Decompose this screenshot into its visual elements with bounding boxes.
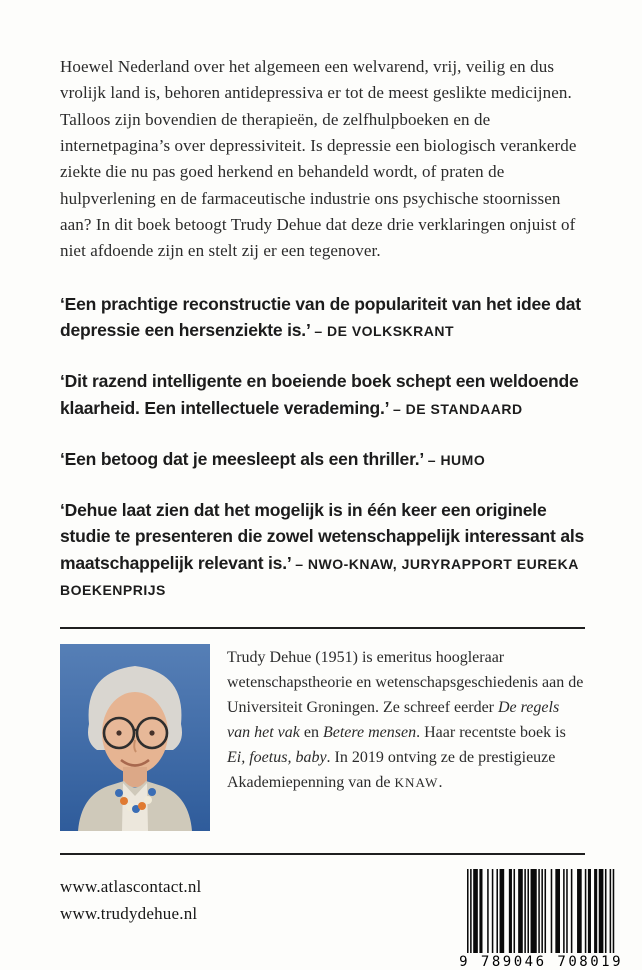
link-atlascontact: www.atlascontact.nl	[60, 877, 202, 896]
bio-text: en	[299, 723, 323, 741]
divider-top	[60, 627, 585, 629]
link-trudydehue: www.trudydehue.nl	[60, 904, 198, 923]
press-quote-nwo-knaw	[60, 497, 585, 602]
bio-text: .	[438, 773, 443, 791]
quote-attribution: – HUMO	[427, 451, 486, 468]
barcode	[459, 869, 623, 970]
quote-attribution: – DE STANDAARD	[393, 400, 523, 417]
quote-text: ‘Een prachtige reconstructie van de populariteit van het idee dat depressie een hersenziekte is.’	[60, 293, 581, 340]
barcode-number: 9 789046 708019	[459, 954, 623, 970]
intro-paragraph: Hoewel Nederland over het algemeen een welvarend, vrij, veilig en dus vrolijk land is, behoren antidepressiva er tot de meest geslikte medicijnen. Talloos zijn bovendien de therapieën, de zelfhulpboeken en de internetpagina’s over depressiviteit. Is depressie een biologisch verankerde ziekte die nu pas goed herkend en behandeld wordt, of praten de hulpverlening en de farmaceutische industrie ons psychische stoornissen aan? In dit boek betoogt Trudy Dehue dat deze drie verklaringen onjuist of niet afdoende zijn en stelt zij er een tegenover.	[60, 57, 577, 261]
bio-text: . Haar recentste boek is	[416, 723, 566, 741]
quote-text: ‘Dehue laat zien dat het mogelijk is in één keer een originele studie te presenteren die zowel wetenschappelijk interessant als maatschappelijk relevant is.’	[60, 500, 585, 573]
footer	[60, 869, 623, 970]
bio-knaw-label: KNAW	[394, 774, 439, 790]
author-photo	[60, 644, 210, 831]
bio-book-title: De regels van het vak	[227, 698, 560, 741]
bio-book-title: Betere mensen	[322, 723, 417, 741]
divider-bottom	[60, 853, 585, 855]
author-section	[60, 644, 585, 831]
press-quote-standaard	[60, 368, 585, 421]
quote-attribution: – NWO-KNAW, JURYRAPPORT EUREKA BOEKENPRIJS	[60, 555, 579, 598]
bio-text: . In 2019 ontving ze de prestigieuze Akademiepenning van de	[227, 748, 556, 791]
bio-book-title: Ei, foetus, baby	[227, 748, 327, 766]
author-bio	[227, 646, 585, 831]
press-quote-humo	[60, 446, 585, 472]
quote-attribution: – DE VOLKSKRANT	[314, 323, 455, 339]
quote-text: ‘Een betoog dat je meesleept als een thriller.’	[60, 448, 424, 469]
press-quote-volkskrant	[60, 291, 585, 344]
publisher-links	[60, 869, 202, 931]
quote-text: ‘Dit razend intelligente en boeiende boek schept een weldoende klaarheid. Een intellectuele verademing.’	[60, 371, 579, 418]
bio-text: Trudy Dehue (1951) is emeritus hoogleraar wetenschapstheorie en wetenschapsgeschiedenis aan de Universiteit Groningen. Ze schreef eerder	[227, 649, 584, 716]
barcode-bars	[459, 869, 623, 953]
